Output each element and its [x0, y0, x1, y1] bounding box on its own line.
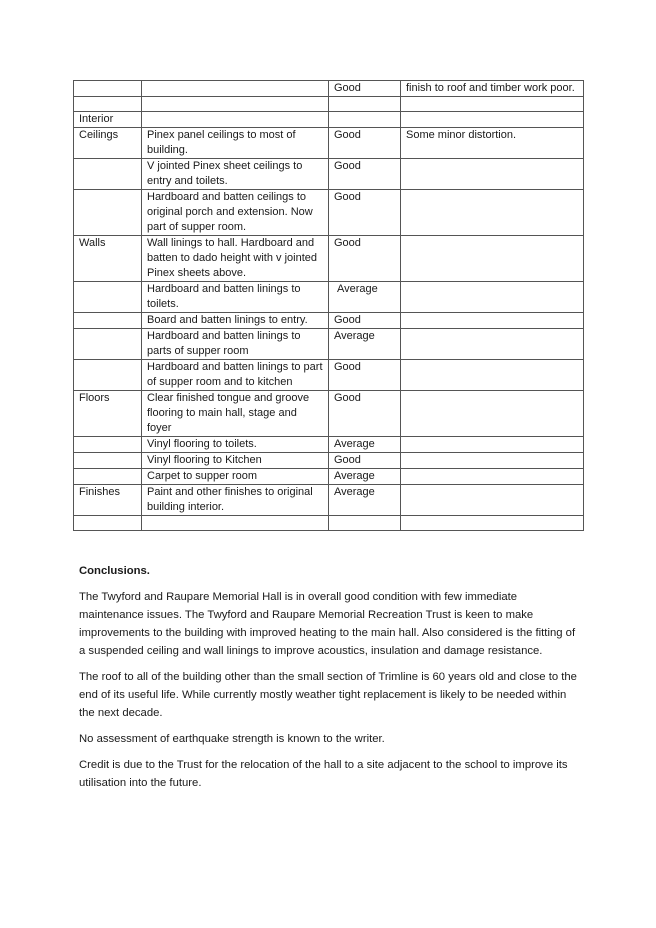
description-cell: Vinyl flooring to toilets.	[142, 437, 329, 453]
table-row	[74, 360, 584, 391]
condition-cell: Good	[329, 313, 401, 329]
comments-cell	[401, 282, 584, 313]
element-cell	[74, 437, 142, 453]
table-row	[74, 516, 584, 531]
description-cell	[142, 516, 329, 531]
table-row	[74, 112, 584, 128]
description-cell: Board and batten linings to entry.	[142, 313, 329, 329]
comments-cell	[401, 313, 584, 329]
comments-cell	[401, 516, 584, 531]
table-row	[74, 97, 584, 112]
condition-cell: Good	[329, 236, 401, 282]
table-row	[74, 236, 584, 282]
comments-cell	[401, 437, 584, 453]
element-cell: Ceilings	[74, 128, 142, 159]
table-row	[74, 469, 584, 485]
condition-cell: Good	[329, 391, 401, 437]
element-cell	[74, 97, 142, 112]
description-cell	[142, 112, 329, 128]
comments-cell	[401, 329, 584, 360]
element-cell	[74, 360, 142, 391]
comments-cell	[401, 236, 584, 282]
element-cell	[74, 190, 142, 236]
element-cell	[74, 159, 142, 190]
description-cell: V jointed Pinex sheet ceilings to entry and toilets.	[142, 159, 329, 190]
element-cell: Interior	[74, 112, 142, 128]
comments-cell	[401, 159, 584, 190]
condition-cell: Good	[329, 453, 401, 469]
element-cell: Walls	[74, 236, 142, 282]
element-cell	[74, 453, 142, 469]
condition-cell: Average	[329, 437, 401, 453]
condition-cell: Good	[329, 190, 401, 236]
element-cell	[74, 469, 142, 485]
comments-cell	[401, 112, 584, 128]
table-row	[74, 128, 584, 159]
table-row	[74, 190, 584, 236]
description-cell: Paint and other finishes to original building interior.	[142, 485, 329, 516]
element-cell	[74, 313, 142, 329]
condition-cell	[329, 112, 401, 128]
conclusions-paragraph: The roof to all of the building other than the small section of Trimline is 60 years old and close to the end of its useful life. While currently mostly weather tight replacement is likely to be needed within the next decade.	[79, 671, 577, 719]
comments-cell	[401, 97, 584, 112]
condition-cell: Good	[329, 81, 401, 97]
table-row	[74, 313, 584, 329]
description-cell: Pinex panel ceilings to most of building.	[142, 128, 329, 159]
comments-cell: Some minor distortion.	[401, 128, 584, 159]
element-cell	[74, 329, 142, 360]
comments-cell	[401, 190, 584, 236]
condition-cell: Good	[329, 360, 401, 391]
condition-cell: Average	[329, 282, 401, 313]
comments-cell	[401, 485, 584, 516]
table-row	[74, 453, 584, 469]
comments-cell: finish to roof and timber work poor.	[401, 81, 584, 97]
element-cell: Floors	[74, 391, 142, 437]
conclusions-paragraph: Credit is due to the Trust for the relocation of the hall to a site adjacent to the school to improve its utilisation into the future.	[79, 759, 568, 789]
table-row	[74, 437, 584, 453]
element-cell	[74, 81, 142, 97]
conclusions-heading: Conclusions.	[79, 565, 150, 577]
element-cell: Finishes	[74, 485, 142, 516]
description-cell	[142, 81, 329, 97]
table-row	[74, 81, 584, 97]
conclusions-section	[79, 562, 579, 800]
element-cell	[74, 282, 142, 313]
description-cell: Hardboard and batten linings to toilets.	[142, 282, 329, 313]
table-row	[74, 391, 584, 437]
condition-cell: Good	[329, 159, 401, 190]
element-cell	[74, 516, 142, 531]
table-row	[74, 329, 584, 360]
comments-cell	[401, 453, 584, 469]
description-cell	[142, 97, 329, 112]
condition-cell	[329, 516, 401, 531]
comments-cell	[401, 360, 584, 391]
comments-cell	[401, 469, 584, 485]
conclusions-paragraph: No assessment of earthquake strength is known to the writer.	[79, 733, 385, 745]
description-cell: Hardboard and batten ceilings to original porch and extension. Now part of supper room.	[142, 190, 329, 236]
condition-cell: Good	[329, 128, 401, 159]
description-cell: Hardboard and batten linings to parts of supper room	[142, 329, 329, 360]
condition-cell: Average	[329, 469, 401, 485]
conclusions-paragraph: The Twyford and Raupare Memorial Hall is in overall good condition with few immediate maintenance issues. The Twyford and Raupare Memorial Recreation Trust is keen to make improvements to the building with improved heating to the main hall. Also considered is the fitting of a suspended ceiling and wall linings to improve acoustics, insulation and damage resistance.	[79, 591, 576, 657]
condition-cell: Average	[329, 485, 401, 516]
condition-table	[73, 80, 584, 531]
table-row	[74, 282, 584, 313]
description-cell: Clear finished tongue and groove flooring to main hall, stage and foyer	[142, 391, 329, 437]
table-row	[74, 159, 584, 190]
comments-cell	[401, 391, 584, 437]
description-cell: Wall linings to hall. Hardboard and batten to dado height with v jointed Pinex sheets above.	[142, 236, 329, 282]
table-row	[74, 485, 584, 516]
condition-cell	[329, 97, 401, 112]
condition-cell: Average	[329, 329, 401, 360]
description-cell: Vinyl flooring to Kitchen	[142, 453, 329, 469]
description-cell: Carpet to supper room	[142, 469, 329, 485]
description-cell: Hardboard and batten linings to part of supper room and to kitchen	[142, 360, 329, 391]
